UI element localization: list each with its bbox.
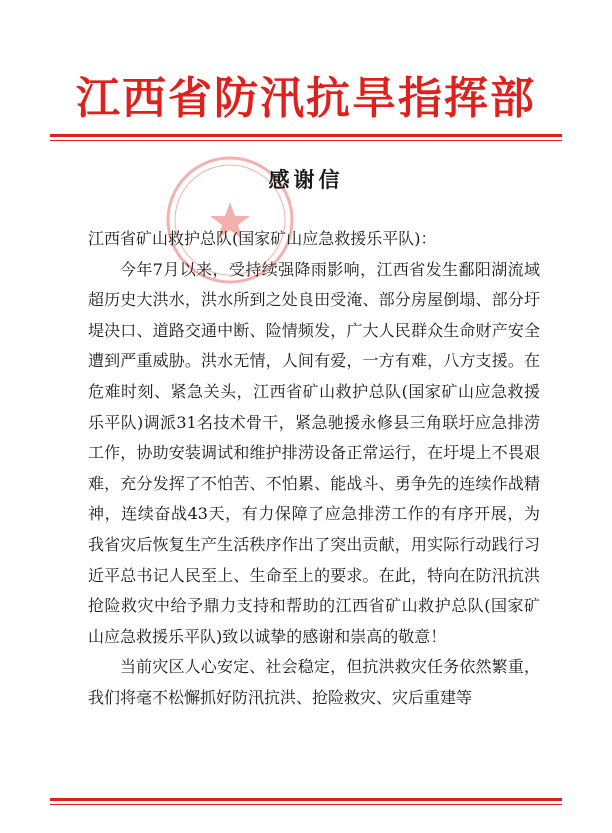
header-divider-thick bbox=[50, 134, 562, 137]
organization-header: 江西省防汛抗旱指挥部 bbox=[76, 73, 536, 124]
letter-body bbox=[88, 224, 540, 714]
header-divider-thin bbox=[50, 140, 562, 141]
letter-title: 感谢信 bbox=[268, 168, 344, 192]
body-paragraph-2: 当前灾区人心安定、社会稳定，但抗洪救灾任务依然繁重，我们将毫不松懈抓好防汛抗洪、抢险救灾、灾后重建等 bbox=[88, 657, 540, 707]
salutation: 江西省矿山救护总队(国家矿山应急救援乐平队)： bbox=[88, 229, 437, 248]
footer-divider-thin bbox=[50, 804, 562, 805]
body-paragraph-1: 今年7月以来，受持续强降雨影响，江西省发生鄱阳湖流域超历史大洪水，洪水所到之处良田受淹、部分房屋倒塌、部分圩堤决口、道路交通中断、险情频发，广大人民群众生命财产安全遭到严重威胁。洪水无情，人间有爱，一方有难，八方支援。在危难时刻、紧急关头，江西省矿山救护总队(国家矿山应急救援乐平队)调派31名技术骨干，紧急驰援永修县三角联圩应急排涝工作，协助安装调试和维护排涝设备正常运行，在圩堤上不畏艰难，充分发挥了不怕苦、不怕累、能战斗、勇争先的连续作战精神，连续奋战43天，有力保障了应急排涝工作的有序开展，为我省灾后恢复生产生活秩序作出了突出贡献，用实际行动践行习近平总书记人民至上、生命至上的要求。在此，特向在防汛抗洪抢险救灾中给予鼎力支持和帮助的江西省矿山救护总队(国家矿山应急救援乐平队)致以诚挚的感谢和崇高的敬意！ bbox=[88, 259, 540, 646]
footer-divider-thick bbox=[50, 798, 562, 801]
